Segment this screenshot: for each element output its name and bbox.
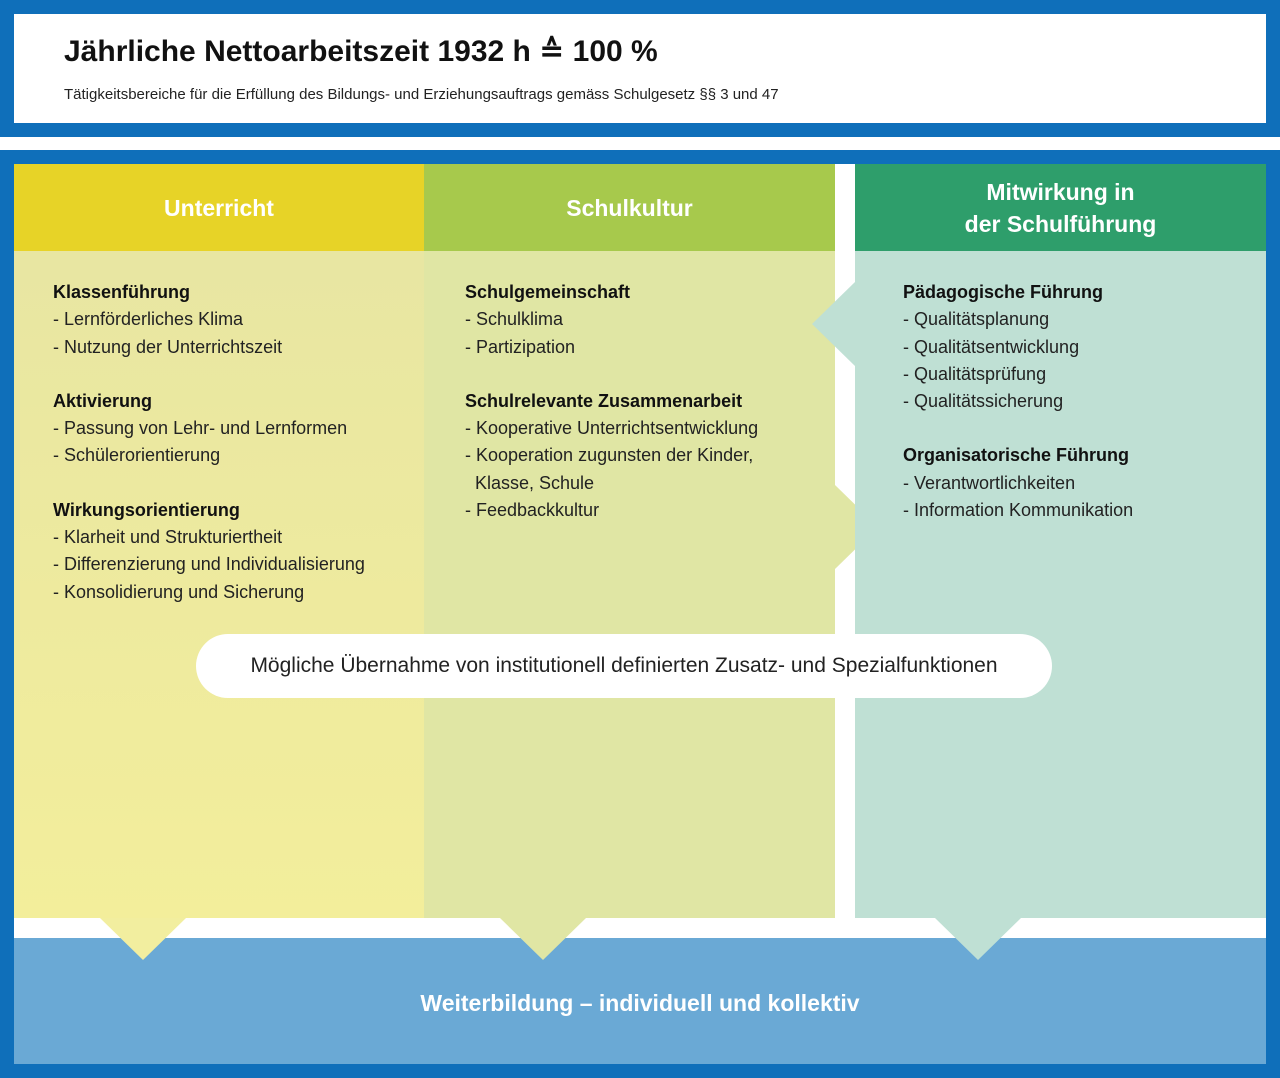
list-item: - Qualitätsprüfung — [903, 363, 1047, 384]
col-schulkultur-content — [465, 279, 758, 524]
list-item: - Partizipation — [465, 336, 576, 357]
list-item: - Differenzierung und Individualisierung — [53, 554, 365, 575]
list-item: - Kooperation zugunsten der Kinder, — [465, 445, 754, 466]
col-unterricht-title-text: Unterricht — [164, 194, 274, 221]
special-functions-text: Mögliche Übernahme von institutionell definierten Zusatz- und Spezialfunktionen — [250, 654, 998, 677]
special-functions-pill — [196, 634, 1052, 698]
list-item: - Schulklima — [465, 309, 564, 330]
group-heading: Organisatorische Führung — [903, 445, 1130, 466]
list-item: - Passung von Lehr- und Lernformen — [53, 418, 348, 439]
list-item: - Kooperative Unterrichtsentwicklung — [465, 418, 759, 439]
col-fuehrung-title-line2: der Schulführung — [964, 210, 1157, 237]
col-unterricht-title — [14, 164, 424, 251]
list-item: - Qualitätsplanung — [903, 309, 1050, 330]
list-item: - Lernförderliches Klima — [53, 309, 244, 330]
list-item: - Feedbackkultur — [465, 500, 600, 521]
group-heading: Klassenführung — [53, 282, 191, 302]
col-fuehrung-title — [855, 164, 1266, 251]
list-item: - Qualitätssicherung — [903, 391, 1064, 412]
list-item: Klasse, Schule — [465, 472, 595, 493]
group-heading: Aktivierung — [53, 390, 153, 411]
list-item: - Klarheit und Strukturiertheit — [53, 527, 283, 548]
page-subtitle: Tätigkeitsbereiche für die Erfüllung des Bildungs- und Erziehungsauftrags gemäss Schulgesetz §§ 3 und 47 — [64, 86, 779, 103]
group-heading: Pädagogische Führung — [903, 282, 1104, 302]
list-item: - Qualitätsentwicklung — [903, 336, 1080, 357]
col-fuehrung-title-line1: Mitwirkung in — [986, 178, 1135, 205]
group-heading: Schulgemeinschaft — [465, 282, 631, 302]
group-heading: Wirkungsorientierung — [53, 499, 240, 520]
col-fuehrung-content — [903, 279, 1133, 524]
list-item: - Verantwortlichkeiten — [903, 472, 1076, 493]
list-item: - Information Kommunikation — [903, 500, 1134, 521]
col-schulkultur-title-text: Schulkultur — [566, 194, 693, 221]
col-schulkultur-title — [424, 164, 835, 251]
group-heading: Schulrelevante Zusammenarbeit — [465, 390, 743, 411]
page-title: Jährliche Nettoarbeitszeit 1932 h ≙ 100 % — [64, 35, 658, 68]
list-item: - Nutzung der Unterrichtszeit — [53, 336, 283, 357]
col-unterricht-content — [53, 279, 365, 606]
list-item: - Schülerorientierung — [53, 445, 221, 466]
list-item: - Konsolidierung und Sicherung — [53, 581, 305, 602]
footer-label: Weiterbildung – individuell und kollektiv — [420, 990, 860, 1016]
